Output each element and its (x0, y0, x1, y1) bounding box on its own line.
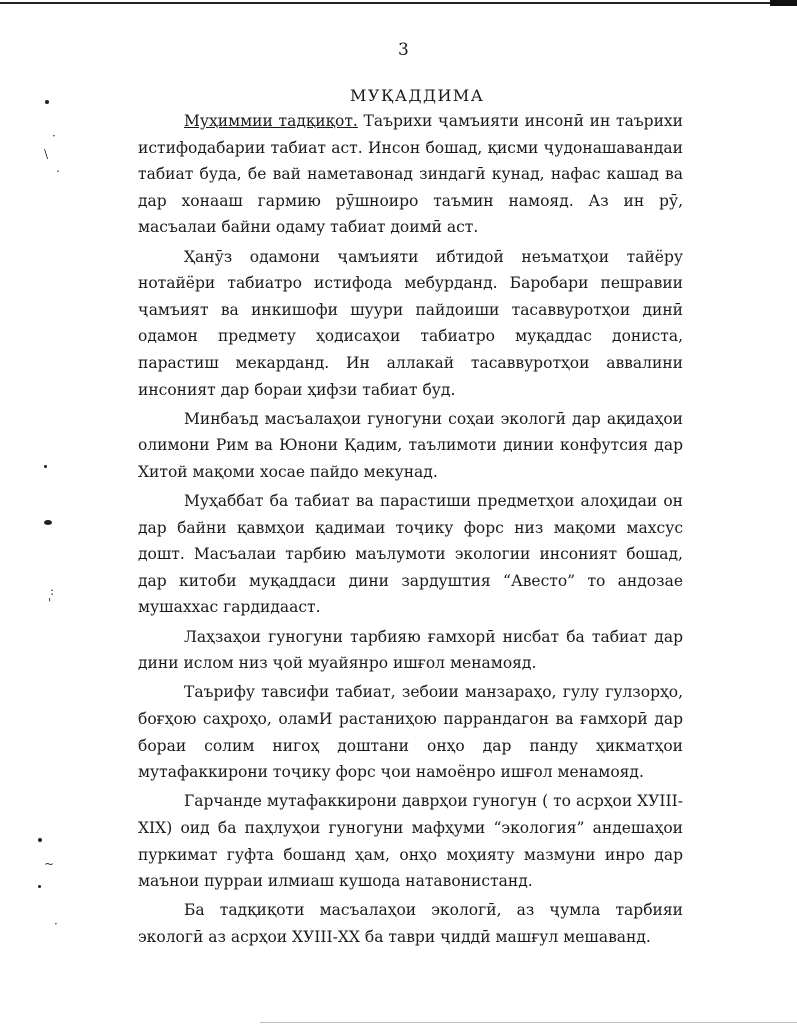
scan-speck: . (56, 161, 60, 175)
paragraph: Ба тадқиқоти масъалаҳои экологӣ, аз ҷумла тарбияи экологӣ аз асрҳои ХУIII-ХХ ба таври ҷиддӣ машғул мешаванд. (138, 901, 683, 946)
scan-speck (44, 520, 52, 525)
scan-speck (38, 838, 42, 842)
scan-speck (44, 465, 47, 468)
scan-speck (38, 885, 41, 888)
bottom-scan-border (260, 1022, 797, 1023)
scan-speck: · (52, 129, 56, 143)
scan-speck: ' (48, 596, 52, 610)
document-body (138, 108, 683, 951)
scan-speck: · (54, 917, 58, 931)
paragraph: Таърифу тавсифи табиат, зебоии манзараҳо, гулу гулзорҳо, боғҳою саҳроҳо, оламИ растаниҳою паррандагон ва ғамхорӣ дар бораи солим нигоҳ доштани онҳо дар панду ҳикматҳои мутафаккирони тоҷику форс ҷои намоёнро ишғол менамояд. (138, 683, 683, 782)
paragraph: Минбаъд масъалаҳои гуногуни соҳаи экологӣ дар ақидаҳои олимони Рим ва Юнони Қадим, таълимоти динии конфутсия дар Хитой мақоми хосае пайдо мекунад. (138, 409, 683, 481)
paragraph-text: Таърихи ҷамъияти инсонӣ ин таърихи истифодабарии табиат аст. Инсон бошад, қисми ҷудонашавандаи табиат буда, бе вай наметавонад зиндагӣ кунад, нафас кашад ва дар хонааш гармию рӯшноиро таъмин намояд. Аз ин рӯ, масъалаи байни одаму табиат доимӣ аст. (138, 112, 683, 237)
scan-speck: : (50, 584, 55, 598)
paragraph: Гарчанде мутафаккирони даврҳои гуногун ( то асрҳои ХУIII-ХIХ) оид ба паҳлуҳои гуногуни мафҳуми “экология” андешаҳои пуркимат гуфта бошанд ҳам, онҳо моҳияту мазмуни инро дар маънои пурраи илмиаш кушода натавонистанд. (138, 792, 683, 891)
page-number: 3 (398, 40, 409, 60)
top-right-scan-mark (770, 0, 797, 6)
top-scan-border (0, 2, 797, 4)
page-title: МУҚАДДИМА (350, 86, 485, 105)
paragraph: Муҳаббат ба табиат ва парастиши предметҳои алоҳидаи он дар байни қавмҳои қадимаи тоҷику форс низ мақоми махсус дошт. Масъалаи тарбию маълумоти экологии инсоният бошад, дар китоби муқаддаси дини зардуштия “Авесто” то андозае мушаххас гардидааст. (138, 492, 683, 617)
paragraph: Лаҳзаҳои гуногуни тарбияю ғамхорӣ нисбат ба табиат дар дини ислом низ ҷой муайянро ишғол менамояд. (138, 627, 683, 673)
relevance-heading: Муҳиммии тадқиқот. (184, 112, 358, 130)
scan-speck (45, 100, 49, 104)
scan-speck: \ (44, 147, 49, 161)
paragraph-relevance (138, 108, 683, 241)
paragraph: Ҳанӯз одамони ҷамъияти ибтидоӣ неъматҳои тайёру нотайёри табиатро истифода мебурданд. Баробари пешравии ҷамъият ва инкишофи шуури пайдоиши тасаввуротҳои динӣ одамон предмету ҳодисаҳои табиатро муқаддас донистa, парастиш мекарданд. Ин аллакай тасаввуротҳои аввалини инсоният дар бораи ҳифзи табиат буд. (138, 247, 683, 399)
scan-speck: ~ (44, 857, 55, 871)
